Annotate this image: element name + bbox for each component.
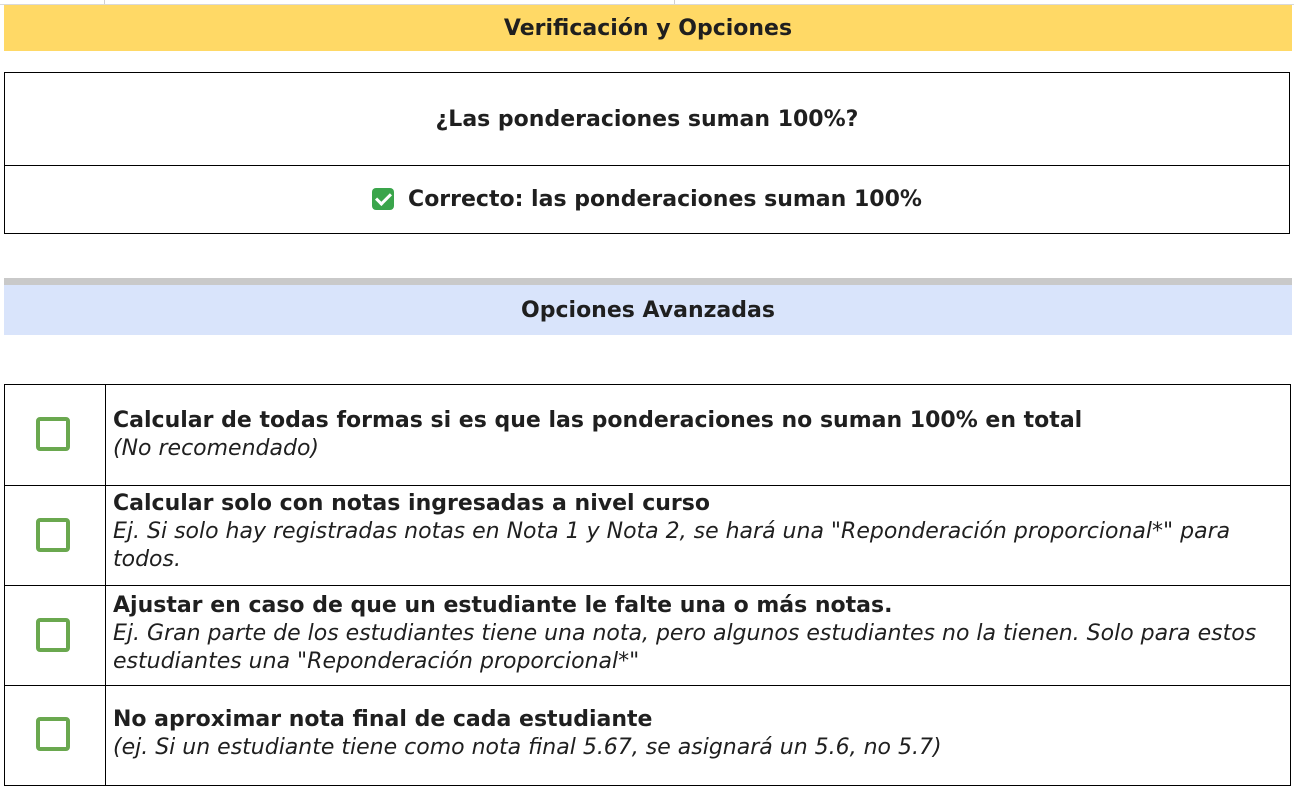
option-title: Ajustar en caso de que un estudiante le falte una o más notas.	[113, 593, 893, 618]
option-note: (No recomendado)	[113, 436, 319, 461]
verification-result: Correcto: las ponderaciones suman 100%	[408, 186, 922, 212]
option-checkbox[interactable]	[36, 417, 70, 451]
verification-question-cell[interactable]	[5, 73, 1289, 166]
verification-box	[4, 72, 1290, 234]
option-row	[5, 586, 1290, 686]
verification-header	[4, 5, 1292, 51]
option-checkbox[interactable]	[36, 717, 70, 751]
option-checkbox[interactable]	[36, 518, 70, 552]
option-text-cell	[113, 490, 1282, 574]
check-mark-icon	[372, 188, 394, 210]
verification-question: ¿Las ponderaciones suman 100%?	[435, 106, 859, 132]
advanced-options-header	[4, 285, 1292, 335]
advanced-options-header-text: Opciones Avanzadas	[521, 297, 775, 323]
option-row	[5, 686, 1290, 785]
option-text-cell	[113, 592, 1282, 676]
section-separator	[4, 278, 1292, 285]
option-title: Calcular solo con notas ingresadas a nivel curso	[113, 491, 710, 516]
option-checkbox-cell	[5, 586, 106, 685]
verification-result-cell[interactable]	[5, 165, 1289, 233]
option-text-cell	[113, 706, 1282, 762]
option-note: (ej. Si un estudiante tiene como nota final 5.67, se asignará un 5.6, no 5.7)	[113, 735, 942, 760]
option-checkbox-cell	[5, 486, 106, 585]
option-checkbox[interactable]	[36, 618, 70, 652]
option-title: Calcular de todas formas si es que las ponderaciones no suman 100% en total	[113, 408, 1083, 433]
option-note: Ej. Gran parte de los estudiantes tiene una nota, pero algunos estudiantes no la tienen. Solo para estos estudiantes una "Reponderación proporcional*"	[113, 621, 1257, 674]
option-row	[5, 486, 1290, 586]
verification-header-text: Verificación y Opciones	[503, 15, 793, 41]
advanced-options-table	[4, 384, 1291, 786]
option-checkbox-cell	[5, 385, 106, 485]
option-title: No aproximar nota final de cada estudiante	[113, 707, 653, 732]
option-note: Ej. Si solo hay registradas notas en Nota 1 y Nota 2, se hará una "Reponderación proporcional*" para todos.	[113, 519, 1231, 572]
option-text-cell	[113, 407, 1282, 463]
option-checkbox-cell	[5, 686, 106, 785]
option-row	[5, 385, 1290, 486]
gridline	[104, 0, 105, 4]
gridline	[674, 0, 675, 4]
